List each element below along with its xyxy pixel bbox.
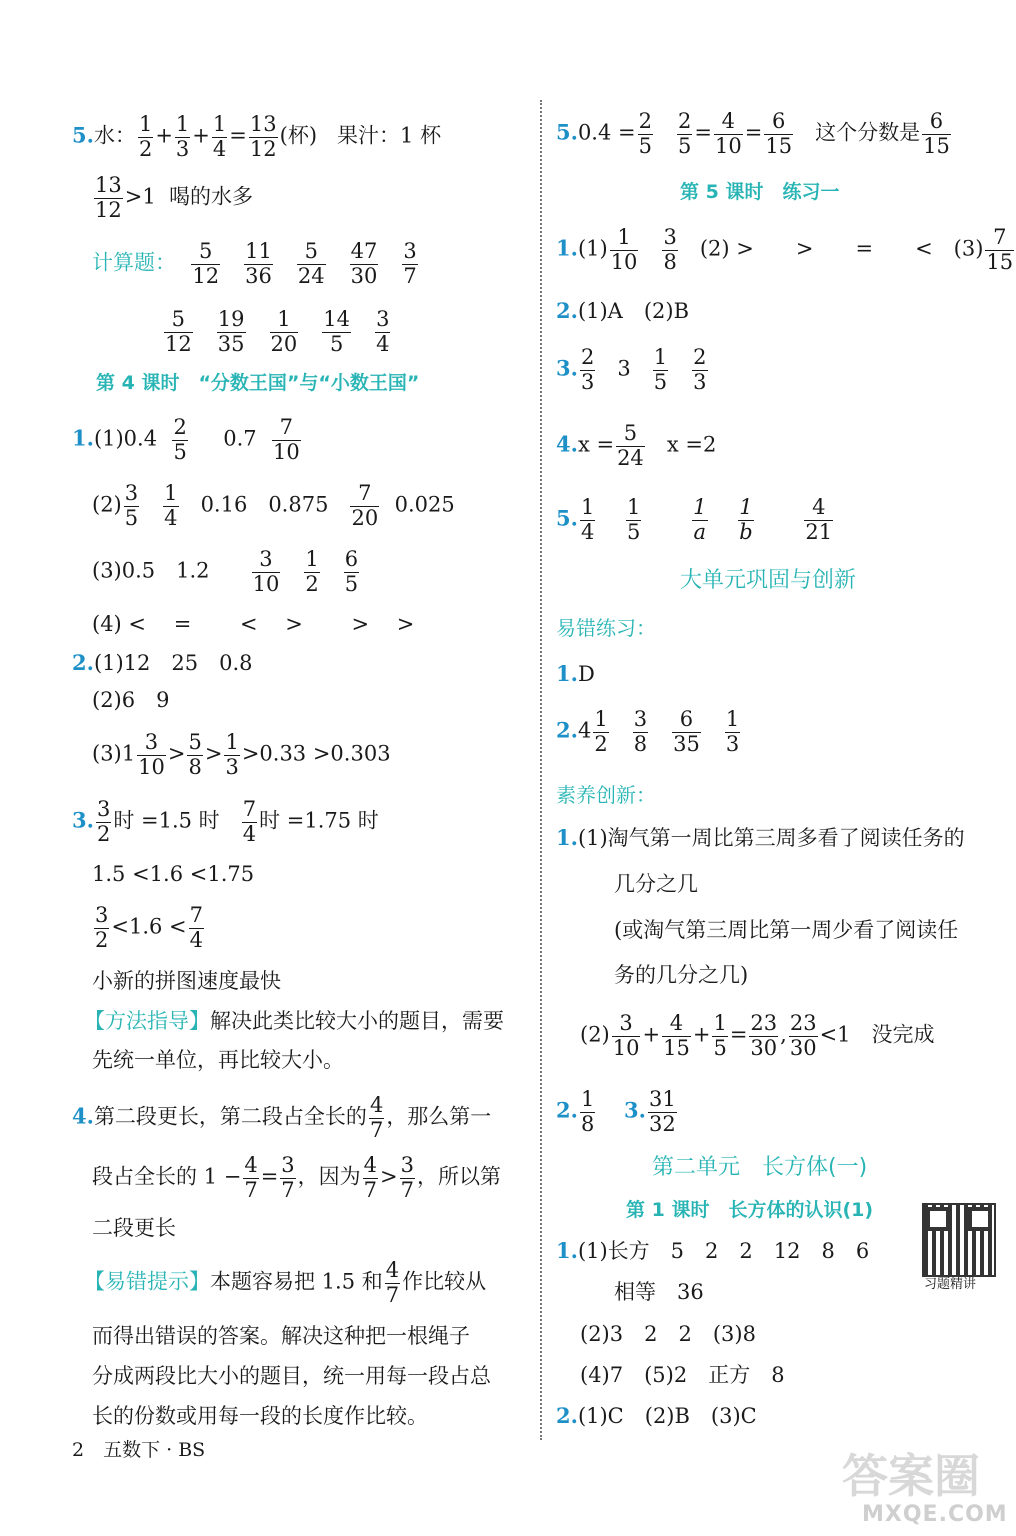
line-water-sum: 5.水： $\frac{1}{2}$ + $\frac{1}{3}$ + $\frac{1}{4}$ = $\frac{13}{12}$ (杯) 果汁：1 杯: [72, 112, 442, 161]
line-q2-2: (2)6 9: [92, 688, 170, 712]
line-q3-2: 1.5 <1.6 <1.75: [92, 862, 255, 886]
line-q1-3: (3)0.5 1.2 $\frac{3}{10}$ $\frac{1}{2}$ $\frac{6}{5}$: [92, 547, 359, 596]
line-q4-1: 4.第二段更长，第二段占全长的 $\frac{4}{7}$ ，那么第一: [72, 1093, 492, 1142]
page-footer: 2 五数下 · BS: [72, 1439, 206, 1461]
line-q1-4: (4) < = < > > >: [92, 612, 415, 636]
line-q3-6: 先统一单位，再比较大小。: [92, 1048, 344, 1072]
line-q4-2: 段占全长的 1 − $\frac{4}{7}$ = $\frac{3}{7}$ ，因为 $\frac{4}{7}$ > $\frac{3}{7}$ ，所以第: [92, 1153, 502, 1202]
line-q3-1: 3. $\frac{3}{2}$ 时 =1.5 时 $\frac{7}{4}$ 时 =1.75 时: [72, 797, 379, 846]
column-divider: [540, 100, 542, 1440]
line-r-q6: 1.D: [556, 661, 595, 686]
line-r-q1: 1.(1) $\frac{1}{10}$ $\frac{3}{8}$ (2) > > = < (3) $\frac{7}{15}$: [556, 225, 1014, 274]
qr-code-icon[interactable]: [922, 1203, 996, 1277]
watermark-url: MXQE.COM: [862, 1502, 1008, 1527]
line-q1-2: (2) $\frac{3}{5}$ $\frac{1}{4}$ 0.16 0.875 $\frac{7}{20}$ 0.025: [92, 481, 455, 530]
line-q4-5: 而得出错误的答案。解决这种把一根绳子: [92, 1324, 470, 1348]
line-r-q4: 4.x = $\frac{5}{24}$ x =2: [556, 421, 717, 470]
line-calc-2: $\frac{5}{12}$ $\frac{19}{35}$ $\frac{1}{20}$ $\frac{14}{5}$ $\frac{3}{4}$: [165, 307, 390, 356]
line-r-q10-2: 相等 36: [614, 1280, 704, 1304]
line-r-q8-1: 1.(1)淘气第一周比第三周多看了阅读任务的: [556, 825, 965, 850]
line-r-q10-3: (2)3 2 2 (3)8: [580, 1322, 756, 1346]
section-heading-lesson5: 第 5 课时 练习一: [680, 181, 840, 203]
qr-label: 习题精讲: [924, 1277, 977, 1292]
section-heading-lesson1: 第 1 课时 长方体的认识(1): [626, 1199, 874, 1221]
line-q3-4: 小新的拼图速度最快: [92, 969, 281, 993]
line-q3-3: $\frac{3}{2}$ <1.6 < $\frac{7}{4}$: [95, 903, 204, 952]
line-q3-5: 【方法指导】解决此类比较大小的题目，需要: [84, 1009, 504, 1033]
watermark-logo: 答案圈: [842, 1449, 980, 1503]
line-r-q5: 5. $\frac{1}{4}$ $\frac{1}{5}$ $\frac{1}{a}$ $\frac{1}{b}$ $\frac{4}{21}$: [556, 495, 833, 544]
line-r-fraction: 5.0.4 = $\frac{2}{5}$ $\frac{2}{5}$ = $\frac{4}{10}$ = $\frac{6}{15}$ 这个分数是 $\frac{6}{15}$: [556, 109, 950, 158]
label-literacy-innovation: 素养创新：: [556, 783, 656, 807]
section-heading-unit-review: 大单元巩固与创新: [680, 568, 857, 593]
line-r-q2: 2.(1)A (2)B: [556, 298, 690, 323]
line-q4-4: 【易错提示】本题容易把 1.5 和 $\frac{4}{7}$ 作比较从: [84, 1258, 487, 1307]
section-heading-unit2: 第二单元 长方体(一): [652, 1155, 868, 1180]
line-r-q8-4: 务的几分之几): [614, 963, 749, 987]
line-water-compare: $\frac{13}{12}$ >1 喝的水多: [95, 173, 254, 222]
label-error-practice: 易错练习：: [556, 616, 656, 640]
line-q1-1: 1.(1)0.4 $\frac{2}{5}$ 0.7 $\frac{7}{10}$: [72, 415, 300, 464]
line-q2-1: 2.(1)12 25 0.8: [72, 650, 253, 675]
line-r-q10-4: (4)7 (5)2 正方 8: [580, 1363, 785, 1387]
line-q4-6: 分成两段比大小的题目，统一用每一段占总: [92, 1364, 491, 1388]
line-r-q8-2: 几分之几: [614, 872, 698, 896]
line-r-q3: 3. $\frac{2}{3}$ 3 $\frac{1}{5}$ $\frac{2}{3}$: [556, 345, 707, 394]
line-r-q8-5: (2) $\frac{3}{10}$ + $\frac{4}{15}$ + $\frac{1}{5}$ = $\frac{23}{30}$ , $\frac{23}{30}$ <1 没完成: [580, 1011, 935, 1060]
line-r-q11: 2.(1)C (2)B (3)C: [556, 1403, 757, 1428]
line-r-q9: 2. $\frac{1}{8}$ 3. $\frac{31}{32}$: [556, 1087, 676, 1136]
line-calc-1: 计算题： $\frac{5}{12}$ $\frac{11}{36}$ $\frac{5}{24}$ $\frac{47}{30}$ $\frac{3}{7}$: [92, 239, 417, 288]
line-q4-3: 二段更长: [92, 1216, 176, 1240]
section-heading-lesson4: 第 4 课时 “分数王国”与“小数王国”: [96, 372, 420, 394]
line-q2-3: (3)1 $\frac{3}{10}$ > $\frac{5}{8}$ > $\frac{1}{3}$ >0.33 >0.303: [92, 730, 391, 779]
line-r-q7: 2.4 $\frac{1}{2}$ $\frac{3}{8}$ $\frac{6}{35}$ $\frac{1}{3}$: [556, 707, 740, 756]
line-q4-7: 长的份数或用每一段的长度作比较。: [92, 1404, 428, 1428]
line-r-q8-3: (或淘气第三周比第一周少看了阅读任: [614, 918, 959, 942]
line-r-q10-1: 1.(1)长方 5 2 2 12 8 6: [556, 1238, 870, 1263]
